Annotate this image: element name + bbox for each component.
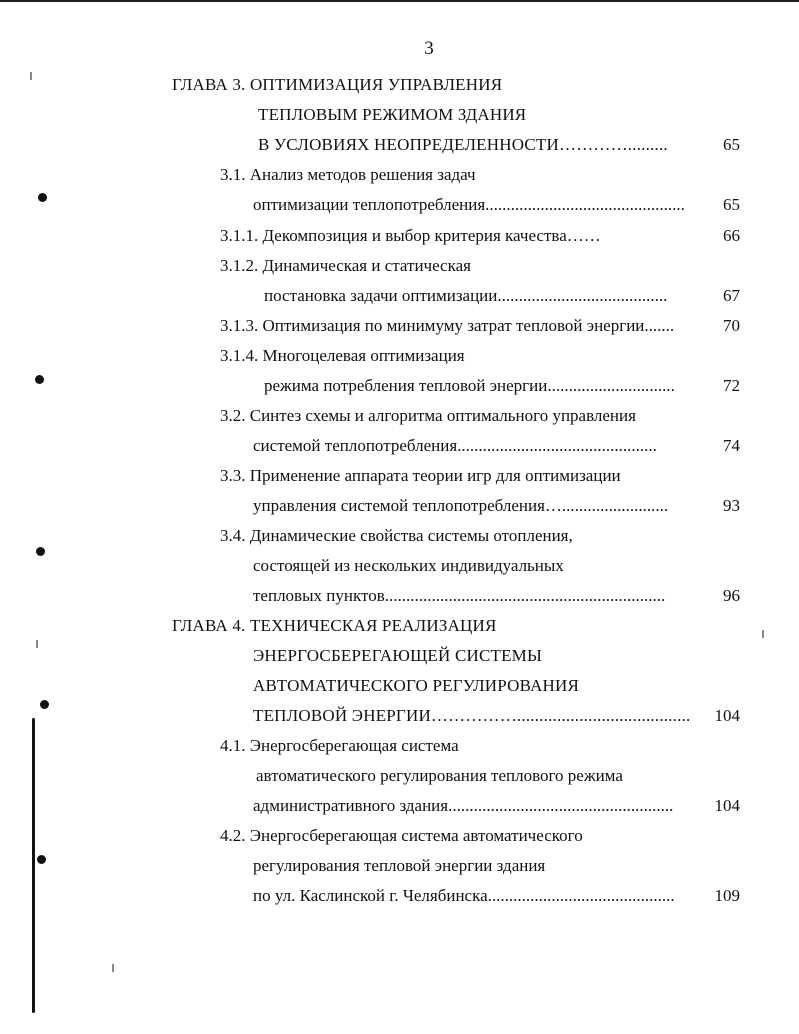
toc-page-3-1-1: 66 [723,226,740,245]
chapter-4-title-line-4: ТЕПЛОВОЙ ЭНЕРГИИ……………....................................... [253,706,691,725]
toc-page-3-4: 96 [723,586,740,605]
scan-speck [36,640,38,648]
toc-page-3-3: 93 [723,496,740,515]
chapter-3-title-line-3: В УСЛОВИЯХ НЕОПРЕДЕЛЕННОСТИ…………......... [258,135,668,154]
scan-speck [112,964,114,972]
toc-entry-3-1-line-2: оптимизации теплопотребления............................................... [253,195,685,214]
chapter-4-title-line-1: ГЛАВА 4. ТЕХНИЧЕСКАЯ РЕАЛИЗАЦИЯ [172,616,497,635]
toc-entry-4-2-line-3: по ул. Каслинской г. Челябинска............................................ [253,886,675,905]
toc-page-chapter-3: 65 [723,135,740,154]
toc-entry-3-4-line-1: 3.4. Динамические свойства системы отопления, [220,526,573,545]
toc-entry-4-2-line-2: регулирования тепловой энергии здания [253,856,546,875]
toc-page-3-1-4: 72 [723,376,740,395]
toc-entry-3-3-line-2: управления системой теплопотребления…......................... [253,496,669,515]
top-border-line [0,0,799,2]
page-number: 3 [424,38,434,59]
toc-page-3-1: 65 [723,195,740,214]
toc-page-4-1: 104 [714,796,740,815]
toc-entry-4-1-line-3: административного здания..................................................... [253,796,674,815]
chapter-3-title-line-2: ТЕПЛОВЫМ РЕЖИМОМ ЗДАНИЯ [258,105,527,124]
binder-hole-mark [40,700,49,709]
toc-entry-3-1-line-1: 3.1. Анализ методов решения задач [220,165,476,184]
toc-entry-3-1-3: 3.1.3. Оптимизация по минимуму затрат тепловой энергии....... [220,316,675,335]
toc-entry-3-1-4-line-2: режима потребления тепловой энергии.............................. [264,376,675,395]
toc-page-3-1-2: 67 [723,286,740,305]
toc-entry-3-1-2-line-1: 3.1.2. Динамическая и статическая [220,256,471,275]
chapter-4-title-line-3: АВТОМАТИЧЕСКОГО РЕГУЛИРОВАНИЯ [253,676,580,695]
binder-hole-mark [38,193,47,202]
toc-entry-4-2-line-1: 4.2. Энергосберегающая система автоматического [220,826,583,845]
toc-page-3-2: 74 [723,436,740,455]
scan-speck [762,630,764,638]
toc-entry-3-1-4-line-1: 3.1.4. Многоцелевая оптимизация [220,346,465,365]
toc-page-3-1-3: 70 [723,316,740,335]
binder-hole-mark [36,547,45,556]
toc-entry-3-1-2-line-2: постановка задачи оптимизации........................................ [264,286,668,305]
toc-entry-3-2-line-1: 3.2. Синтез схемы и алгоритма оптимального управления [220,406,636,425]
toc-entry-3-4-line-2: состоящей из нескольких индивидуальных [253,556,564,575]
toc-entry-3-4-line-3: тепловых пунктов.................................................................. [253,586,666,605]
margin-scan-line [32,718,35,1013]
toc-entry-4-1-line-1: 4.1. Энергосберегающая система [220,736,459,755]
toc-entry-3-2-line-2: системой теплопотребления............................................... [253,436,657,455]
binder-hole-mark [35,375,44,384]
toc-entry-3-3-line-1: 3.3. Применение аппарата теории игр для оптимизации [220,466,621,485]
scan-speck [30,72,32,80]
toc-page-chapter-4: 104 [714,706,740,725]
toc-page-4-2: 109 [714,886,740,905]
chapter-3-title-line-1: ГЛАВА 3. ОПТИМИЗАЦИЯ УПРАВЛЕНИЯ [172,75,503,94]
chapter-4-title-line-2: ЭНЕРГОСБЕРЕГАЮЩЕЙ СИСТЕМЫ [253,646,543,665]
toc-entry-4-1-line-2: автоматического регулирования теплового режима [256,766,623,785]
binder-hole-mark [37,855,46,864]
toc-entry-3-1-1: 3.1.1. Декомпозиция и выбор критерия качества…… [220,226,601,245]
